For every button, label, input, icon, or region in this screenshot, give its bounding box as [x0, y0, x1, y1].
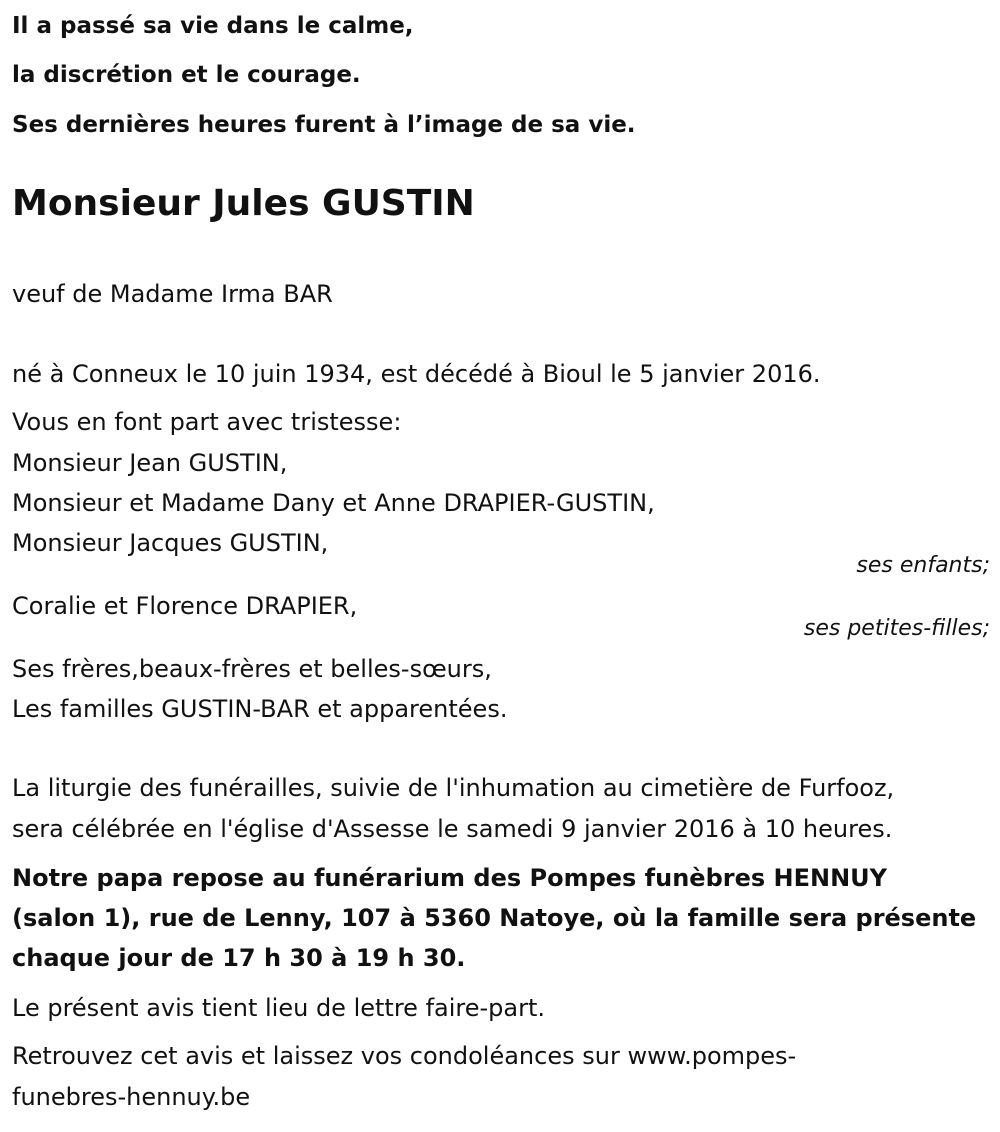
grandchildren-line: Coralie et Florence DRAPIER, — [12, 592, 358, 620]
online-line-1: Retrouvez cet avis et laissez vos condoléances sur www.pompes- — [12, 1042, 797, 1070]
visitation-line-3: chaque jour de 17 h 30 à 19 h 30. — [12, 944, 466, 972]
grandchildren-role: ses petites-filles; — [803, 616, 990, 641]
quote-line-3: Ses dernières heures furent à l’image de sa vie. — [12, 112, 636, 138]
siblings-line: Ses frères,beaux-frères et belles-sœurs, — [12, 655, 492, 683]
visitation-line-2: (salon 1), rue de Lenny, 107 à 5360 Natoye, où la famille sera présente — [12, 904, 977, 932]
child-3: Monsieur Jacques GUSTIN, — [12, 529, 329, 557]
child-1: Monsieur Jean GUSTIN, — [12, 449, 288, 477]
quote-line-2: la discrétion et le courage. — [12, 62, 361, 88]
deceased-name: Monsieur Jules GUSTIN — [12, 183, 475, 224]
ceremony-line-1: La liturgie des funérailles, suivie de l'inhumation au cimetière de Furfooz, — [12, 774, 895, 802]
notice-line: Le présent avis tient lieu de lettre faire-part. — [12, 994, 546, 1022]
announcement-intro: Vous en font part avec tristesse: — [12, 408, 402, 436]
quote-line-1: Il a passé sa vie dans le calme, — [12, 13, 414, 39]
families-line: Les familles GUSTIN-BAR et apparentées. — [12, 695, 508, 723]
child-2: Monsieur et Madame Dany et Anne DRAPIER-GUSTIN, — [12, 489, 655, 517]
widower-line: veuf de Madame Irma BAR — [12, 280, 333, 308]
online-line-2: funebres-hennuy.be — [12, 1083, 251, 1111]
visitation-line-1: Notre papa repose au funérarium des Pompes funèbres HENNUY — [12, 864, 888, 892]
children-role: ses enfants; — [856, 553, 990, 578]
birth-death-line: né à Conneux le 10 juin 1934, est décédé à Bioul le 5 janvier 2016. — [12, 360, 821, 388]
ceremony-line-2: sera célébrée en l'église d'Assesse le samedi 9 janvier 2016 à 10 heures. — [12, 815, 893, 843]
